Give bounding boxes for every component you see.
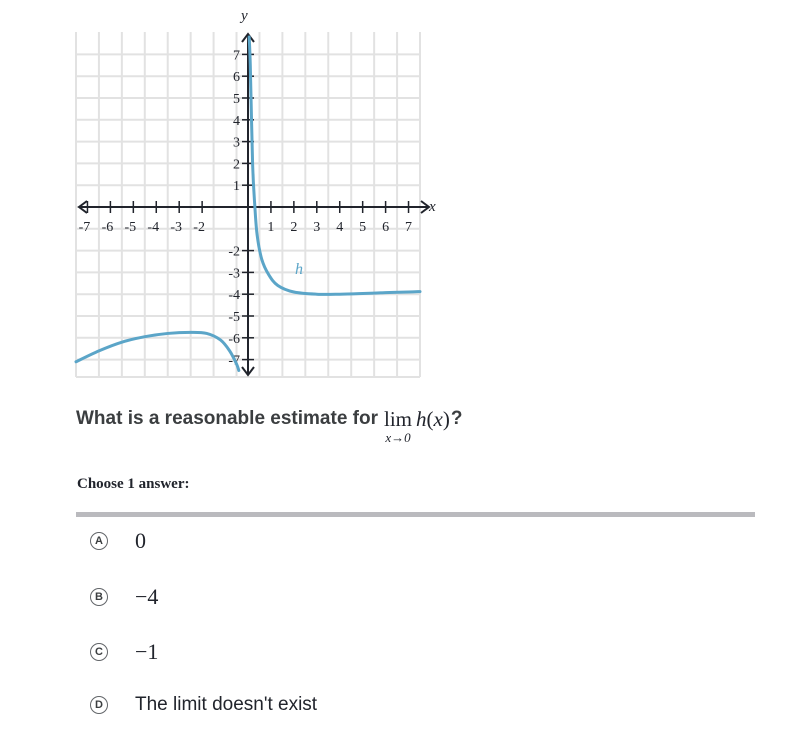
close-paren: ) [442,407,450,431]
choice-d-letter-badge: D [90,696,108,714]
y-tick-label: 1 [233,179,240,195]
y-tick-label: -2 [228,244,240,260]
x-tick-label: 6 [382,220,390,235]
y-tick-label: 2 [233,157,240,173]
x-axis-label: x [429,199,436,215]
lim-subscript: x→0 [385,430,411,445]
x-tick-label: 5 [359,220,367,235]
choice-a[interactable] [90,526,146,556]
choice-c-letter-badge: C [90,643,108,661]
choice-b[interactable] [90,582,158,612]
y-tick-label: -7 [228,353,240,369]
x-tick-label: 1 [267,220,275,235]
choice-b-text: −4 [135,584,159,609]
choice-a-letter-badge: A [90,532,108,550]
choice-a-text: 0 [135,528,146,553]
function-name: h [416,407,427,431]
x-tick-label: -5 [124,220,137,235]
y-tick-label: 7 [233,48,240,64]
function-expression [416,407,450,431]
choice-b-letter-badge: B [90,588,108,606]
y-tick-label: 4 [233,113,240,129]
choose-prompt: Choose 1 answer: [77,476,190,492]
x-tick-label: -3 [170,220,183,235]
y-axis-label: y [241,8,248,24]
answer-divider [76,512,755,517]
y-tick-label: 3 [233,135,240,151]
x-tick-label: -6 [101,220,114,235]
choice-c[interactable] [90,637,158,667]
x-tick-label: -4 [147,220,160,235]
y-tick-label: -3 [228,266,240,282]
open-paren: ( [426,407,434,431]
y-tick-label: 5 [233,92,240,107]
x-tick-label: 4 [336,220,344,235]
x-tick-label: 3 [313,220,321,235]
x-tick-label: 2 [290,220,298,235]
x-tick-label: -2 [193,220,205,235]
choice-d[interactable] [90,690,317,720]
question-mark: ? [450,408,463,429]
limit-expression [384,407,412,445]
x-tick-label: -7 [78,220,91,235]
lim-word: lim [384,407,413,431]
curve-label: h [295,261,303,278]
x-tick-label: 7 [405,220,413,235]
choice-c-text: −1 [135,639,159,664]
choice-d-text: The limit doesn't exist [135,694,318,715]
y-tick-label: -6 [228,331,240,347]
question-text [76,408,462,445]
function-variable: x [433,407,443,431]
axis-ticks [79,48,412,368]
question-prefix: What is a reasonable estimate for [76,408,378,429]
y-tick-label: 6 [233,70,240,86]
y-tick-label: -4 [228,288,240,304]
y-tick-label: -5 [228,310,240,325]
